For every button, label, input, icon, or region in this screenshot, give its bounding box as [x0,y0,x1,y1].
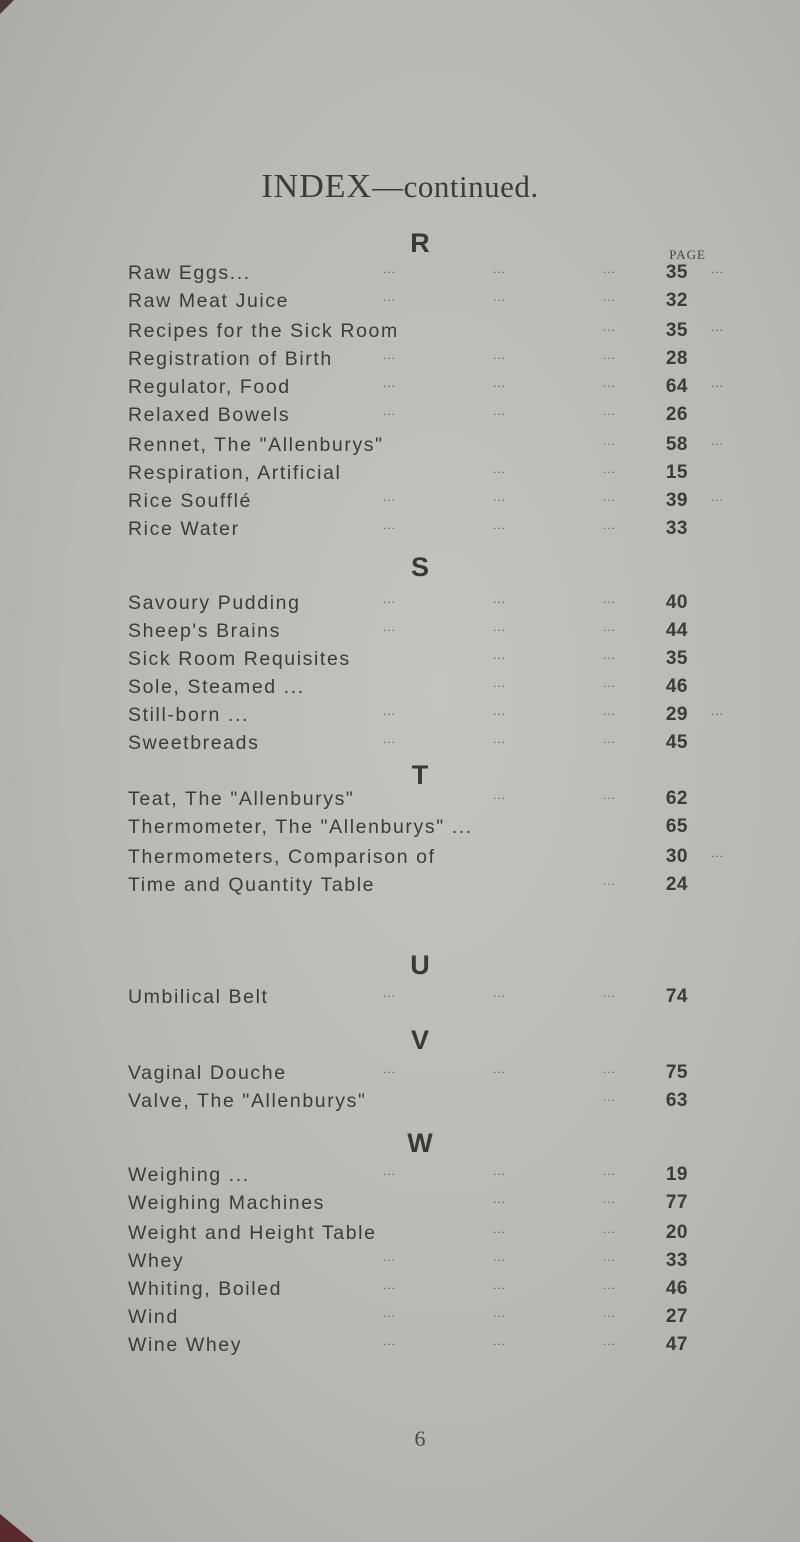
leader-dots: ... [493,1250,507,1264]
leader-dots: ... [383,1164,397,1178]
entry-text: Rice Water [128,518,240,540]
leader-dots: ... [603,1278,617,1292]
leader-dots: ... [711,262,725,276]
entry-text: Sweetbreads [128,732,260,754]
leader-dots: ... [493,262,507,276]
entry-page-number: 33 [665,518,688,539]
index-entry [128,732,688,760]
index-entry [128,462,688,490]
index-entry [128,986,688,1014]
index-entry [128,376,725,404]
index-entry [128,1278,688,1306]
entry-page-number: 33 [665,1250,688,1271]
entry-text: Respiration, Artificial [128,462,342,484]
entry-page-number: 47 [665,1334,688,1355]
entry-page-number: 46 [665,1278,688,1299]
page-corner-top-left [0,0,14,14]
leader-dots: ... [493,986,507,1000]
leader-dots: ... [603,676,617,690]
entry-page-number: 39 [665,490,688,511]
leader-dots: ... [603,648,617,662]
entry-page-number: 77 [665,1192,688,1213]
page-title [0,168,800,206]
entry-text: Teat, The "Allenburys" [128,788,355,810]
leader-dots: ... [603,592,617,606]
leader-dots: ... [493,704,507,718]
leader-dots: ... [711,320,725,334]
leader-dots: ... [383,518,397,532]
title-continued: —continued. [372,169,539,204]
index-entry [128,490,725,518]
entry-page-number: 65 [665,816,688,837]
leader-dots: ... [603,518,617,532]
entry-page-number: 35 [665,320,688,341]
index-entry [128,320,725,348]
page-column-label: PAGE [669,247,706,262]
entry-text: Registration of Birth [128,348,333,370]
index-entry [128,290,688,318]
leader-dots: ... [383,704,397,718]
index-entry [128,434,725,462]
leader-dots: ... [383,620,397,634]
leader-dots: ... [493,620,507,634]
entry-text: Wind [128,1306,179,1328]
index-entry [128,1164,688,1192]
leader-dots: ... [383,290,397,304]
leader-dots: ... [603,490,617,504]
entry-page-number: 62 [665,788,688,809]
entry-page-number: 63 [665,1090,688,1111]
index-entry [128,1062,688,1090]
index-entry [128,1222,688,1250]
entry-page-number: 74 [665,986,688,1007]
leader-dots: ... [493,648,507,662]
entry-text: Thermometers, Comparison of [128,846,436,868]
index-entry [128,1192,688,1220]
leader-dots: ... [603,1192,617,1206]
leader-dots: ... [493,1222,507,1236]
leader-dots: ... [493,518,507,532]
entry-page-number: 35 [665,648,688,669]
leader-dots: ... [383,732,397,746]
entry-text: Sole, Steamed ... [128,676,305,698]
leader-dots: ... [383,262,397,276]
index-entry [128,1250,688,1278]
leader-dots: ... [383,376,397,390]
leader-dots: ... [383,1062,397,1076]
entry-text: Umbilical Belt [128,986,269,1008]
entry-text: Vaginal Douche [128,1062,287,1084]
entry-text: Rennet, The "Allenburys" [128,434,384,456]
leader-dots: ... [383,986,397,1000]
entry-text: Weighing ... [128,1164,250,1186]
entry-text: Rice Soufflé [128,490,252,512]
leader-dots: ... [711,434,725,448]
leader-dots: ... [711,376,725,390]
leader-dots: ... [383,1334,397,1348]
index-entry [128,262,725,290]
entry-page-number: 35 [665,262,688,283]
section-letter: W [407,1128,433,1158]
leader-dots: ... [603,462,617,476]
entry-page-number: 75 [665,1062,688,1083]
entry-text: Savoury Pudding [128,592,301,614]
leader-dots: ... [603,788,617,802]
page-corner-bottom-left [0,1514,34,1542]
leader-dots: ... [603,404,617,418]
leader-dots: ... [493,290,507,304]
leader-dots: ... [493,1192,507,1206]
entry-text: Raw Eggs... [128,262,251,284]
leader-dots: ... [493,462,507,476]
entry-text: Weight and Height Table [128,1222,377,1244]
leader-dots: ... [603,1164,617,1178]
entry-text: Recipes for the Sick Room [128,320,399,342]
index-entry [128,676,688,704]
entry-page-number: 46 [665,676,688,697]
entry-page-number: 24 [665,874,688,895]
leader-dots: ... [493,1306,507,1320]
leader-dots: ... [603,1306,617,1320]
entry-text: Weighing Machines [128,1192,326,1214]
leader-dots: ... [493,376,507,390]
entry-page-number: 32 [665,290,688,311]
leader-dots: ... [603,348,617,362]
leader-dots: ... [603,1334,617,1348]
section-letter: T [411,760,429,790]
leader-dots: ... [493,348,507,362]
entry-page-number: 19 [665,1164,688,1185]
entry-text: Wine Whey [128,1334,243,1356]
section-letter: U [410,950,430,980]
entry-text: Whiting, Boiled [128,1278,283,1300]
leader-dots: ... [493,1334,507,1348]
index-entry [128,1090,688,1118]
leader-dots: ... [603,1090,617,1104]
entry-page-number: 15 [665,462,688,483]
leader-dots: ... [383,490,397,504]
index-entry [128,788,688,816]
leader-dots: ... [493,676,507,690]
entry-text: Relaxed Bowels [128,404,291,426]
entry-text: Time and Quantity Table [128,874,376,896]
page-number: 6 [414,1426,426,1451]
leader-dots: ... [603,704,617,718]
entry-page-number: 20 [665,1222,688,1243]
index-entry [128,704,725,732]
entry-page-number: 64 [665,376,688,397]
entry-text: Raw Meat Juice [128,290,290,312]
leader-dots: ... [493,1062,507,1076]
index-entry [128,816,688,844]
section-letter: S [410,552,429,582]
leader-dots: ... [603,986,617,1000]
index-entry [128,1306,688,1334]
leader-dots: ... [383,1306,397,1320]
entry-page-number: 28 [665,348,688,369]
leader-dots: ... [603,262,617,276]
leader-dots: ... [383,1278,397,1292]
leader-dots: ... [603,1250,617,1264]
index-entry [128,620,688,648]
entry-text: Sheep's Brains [128,620,281,642]
entry-page-number: 40 [665,592,688,613]
index-entry [128,1334,688,1362]
index-entry [128,874,688,902]
entry-text: Valve, The "Allenburys" [128,1090,367,1112]
leader-dots: ... [383,348,397,362]
entry-page-number: 45 [665,732,688,753]
entry-page-number: 58 [665,434,688,455]
leader-dots: ... [383,1250,397,1264]
leader-dots: ... [603,1062,617,1076]
entry-page-number: 44 [665,620,688,641]
index-entry [128,404,688,432]
leader-dots: ... [493,490,507,504]
entry-text: Thermometer, The "Allenburys" ... [128,816,473,838]
leader-dots: ... [711,846,725,860]
entry-page-number: 29 [665,704,688,725]
entry-text: Still-born ... [128,704,250,726]
leader-dots: ... [603,320,617,334]
leader-dots: ... [711,704,725,718]
index-entry [128,348,688,376]
leader-dots: ... [493,788,507,802]
leader-dots: ... [603,732,617,746]
entry-page-number: 30 [665,846,688,867]
entry-text: Whey [128,1250,185,1272]
leader-dots: ... [493,1164,507,1178]
leader-dots: ... [383,592,397,606]
section-letter: V [410,1025,429,1055]
leader-dots: ... [603,376,617,390]
entry-text: Regulator, Food [128,376,291,398]
section-letter: R [410,228,430,258]
leader-dots: ... [711,490,725,504]
leader-dots: ... [603,620,617,634]
index-entry [128,518,688,546]
leader-dots: ... [603,874,617,888]
leader-dots: ... [603,434,617,448]
leader-dots: ... [493,1278,507,1292]
entry-page-number: 26 [665,404,688,425]
leader-dots: ... [603,1222,617,1236]
title-main: INDEX [261,168,373,205]
leader-dots: ... [493,404,507,418]
index-entry [128,592,688,620]
index-entry [128,648,688,676]
index-entry [128,846,725,874]
leader-dots: ... [383,404,397,418]
leader-dots: ... [493,592,507,606]
leader-dots: ... [603,290,617,304]
entry-page-number: 27 [665,1306,688,1327]
leader-dots: ... [493,732,507,746]
entry-text: Sick Room Requisites [128,648,351,670]
